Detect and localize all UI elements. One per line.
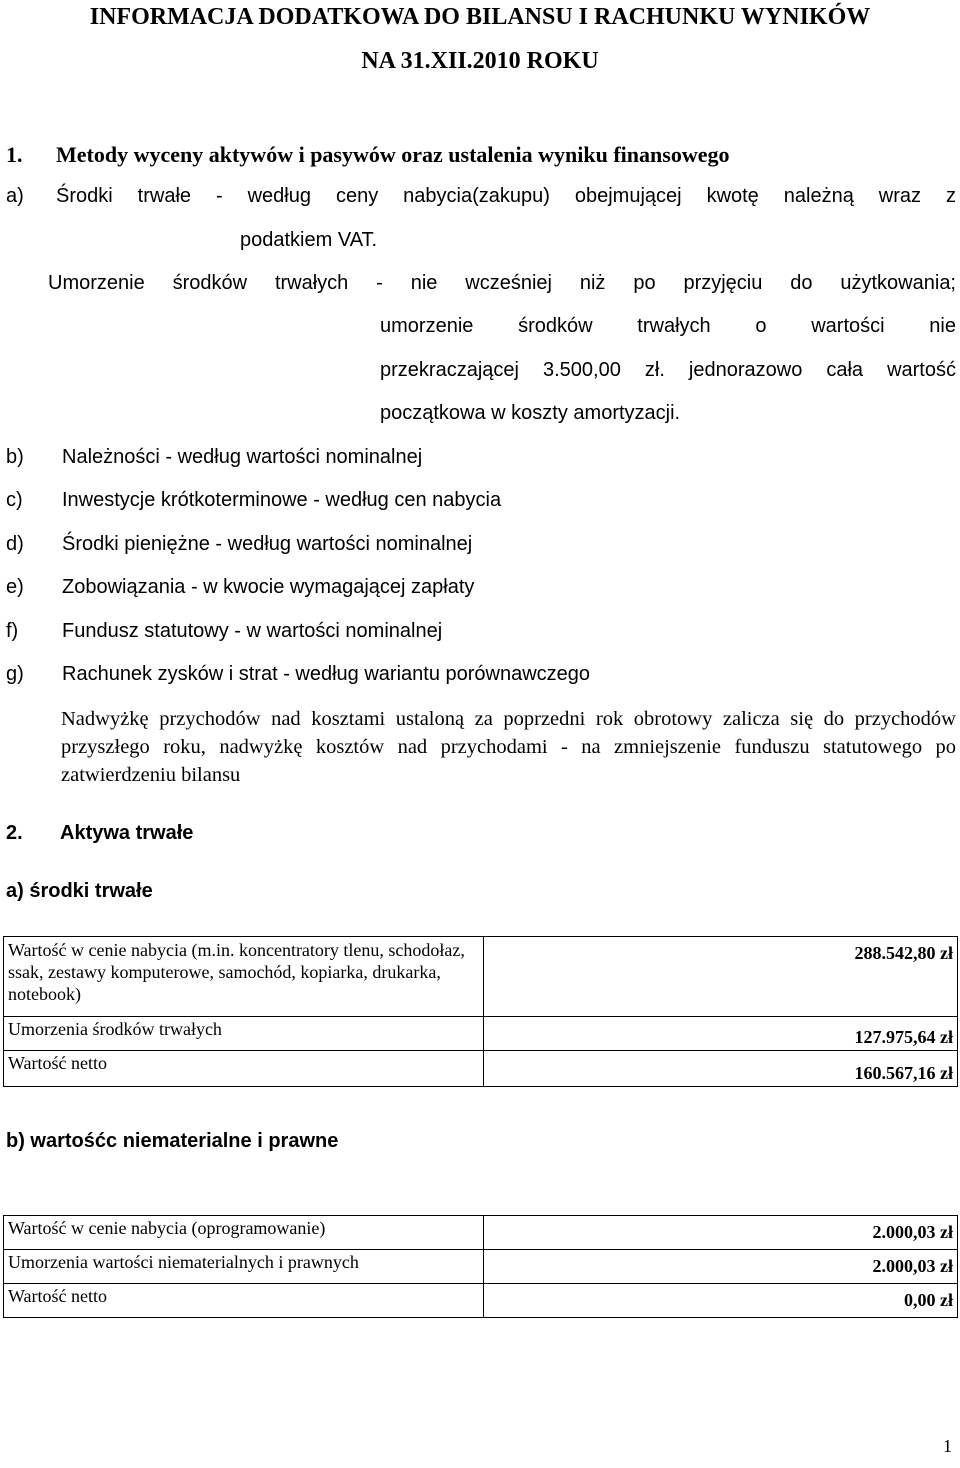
item-d-text: Środki pieniężne - według wartości nominalnej bbox=[62, 533, 473, 555]
table-row bbox=[4, 937, 958, 1017]
table-cell-value: 160.567,16 zł bbox=[484, 1051, 958, 1087]
item-a-line4: umorzenie środków trwałych o wartości nie bbox=[380, 315, 956, 337]
item-b-text: Należności - według wartości nominalnej bbox=[62, 446, 423, 468]
table-row bbox=[4, 1017, 958, 1051]
result-paragraph: Nadwyżkę przychodów nad kosztami ustaloną za poprzedni rok obrotowy zalicza się do przychodów przyszłego roku, nadwyżkę kosztów nad przychodami - na zmniejszenie funduszu statutowego po zatwierdzeniu bilansu bbox=[61, 708, 956, 786]
table-cell-label: Wartość w cenie nabycia (m.in. koncentratory tlenu, schodołaz, ssak, zestawy komputerowe, samochód, kopiarka, drukarka, notebook) bbox=[4, 937, 484, 1017]
table-cell-value: 2.000,03 zł bbox=[484, 1216, 958, 1250]
table-cell-label: Wartość netto bbox=[4, 1051, 484, 1087]
item-c-letter: c) bbox=[6, 489, 23, 511]
item-e-text: Zobowiązania - w kwocie wymagającej zapłaty bbox=[62, 576, 475, 598]
item-e-letter: e) bbox=[6, 576, 24, 598]
table-row bbox=[4, 1216, 958, 1250]
section2-heading: Aktywa trwałe bbox=[60, 822, 194, 844]
table-cell-label: Wartość netto bbox=[4, 1284, 484, 1318]
document-title-line1: INFORMACJA DODATKOWA DO BILANSU I RACHUNKU WYNIKÓW bbox=[89, 4, 871, 30]
item-a-letter: a) bbox=[6, 185, 24, 207]
item-d-letter: d) bbox=[6, 533, 24, 555]
intangible-assets-table bbox=[3, 1215, 958, 1318]
table-cell-value: 0,00 zł bbox=[484, 1284, 958, 1318]
item-a-line6: początkowa w koszty amortyzacji. bbox=[380, 402, 681, 424]
fixed-assets-table bbox=[3, 936, 958, 1087]
item-b-letter: b) bbox=[6, 446, 24, 468]
table-row bbox=[4, 1284, 958, 1318]
table-cell-value: 2.000,03 zł bbox=[484, 1250, 958, 1284]
page-number: 1 bbox=[943, 1436, 952, 1456]
section1-number: 1. bbox=[6, 142, 23, 167]
item-g-letter: g) bbox=[6, 663, 24, 685]
table-cell-label: Wartość w cenie nabycia (oprogramowanie) bbox=[4, 1216, 484, 1250]
table-cell-label: Umorzenia wartości niematerialnych i prawnych bbox=[4, 1250, 484, 1284]
item-a-line1: Środki trwałe - według ceny nabycia(zakupu) obejmującej kwotę należną wraz z bbox=[56, 185, 956, 207]
section2-number: 2. bbox=[6, 822, 23, 844]
section1-heading: Metody wyceny aktywów i pasywów oraz ustalenia wyniku finansowego bbox=[56, 142, 730, 167]
item-g-text: Rachunek zysków i strat - według wariantu porównawczego bbox=[62, 663, 591, 685]
table-cell-value: 288.542,80 zł bbox=[484, 937, 958, 1017]
subsection-b-heading: b) wartośćc niematerialne i prawne bbox=[6, 1130, 339, 1152]
subsection-a-heading: a) środki trwałe bbox=[6, 880, 153, 902]
table-row bbox=[4, 1051, 958, 1087]
document-title-line2: NA 31.XII.2010 ROKU bbox=[361, 48, 599, 74]
item-a-line5: przekraczającej 3.500,00 zł. jednorazowo cała wartość bbox=[380, 359, 956, 381]
item-f-text: Fundusz statutowy - w wartości nominalnej bbox=[62, 620, 443, 642]
item-a-line3: Umorzenie środków trwałych - nie wcześniej niż po przyjęciu do użytkowania; bbox=[48, 272, 956, 294]
item-a-line2: podatkiem VAT. bbox=[240, 229, 378, 251]
item-c-text: Inwestycje krótkoterminowe - według cen nabycia bbox=[62, 489, 502, 511]
table-row bbox=[4, 1250, 958, 1284]
table-cell-label: Umorzenia środków trwałych bbox=[4, 1017, 484, 1051]
table-cell-value: 127.975,64 zł bbox=[484, 1017, 958, 1051]
item-f-letter: f) bbox=[6, 620, 19, 642]
